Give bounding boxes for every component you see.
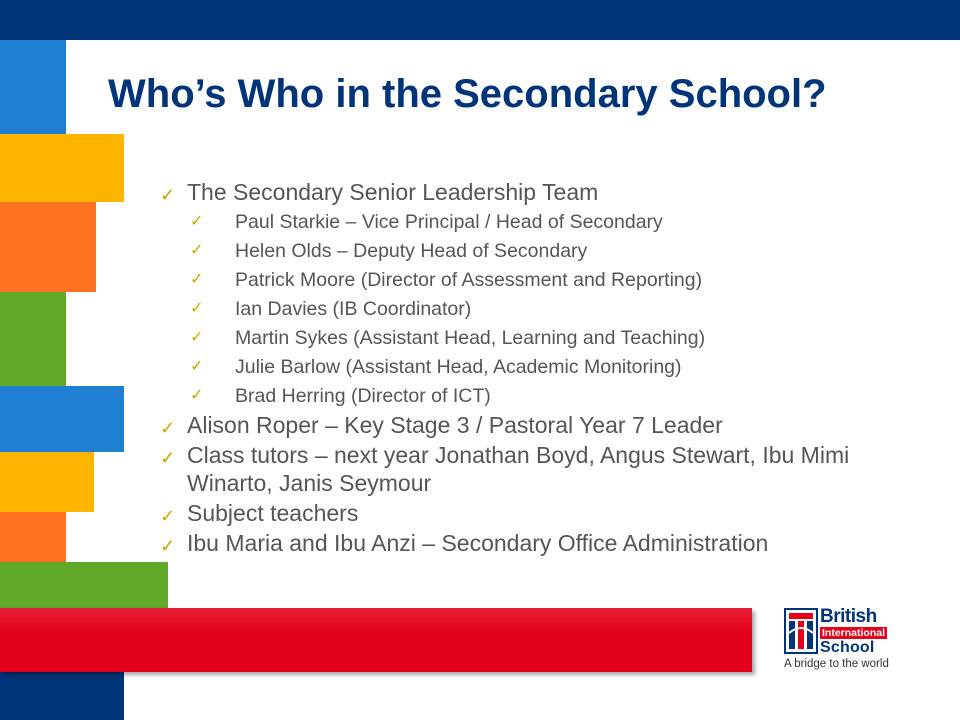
- slide-title: Who’s Who in the Secondary School?: [108, 72, 827, 116]
- logo-line-international: International: [822, 627, 886, 639]
- bullet-text: Helen Olds – Deputy Head of Secondary: [235, 240, 588, 262]
- checkmark-icon: ✓: [160, 448, 176, 468]
- bullet-text: Alison Roper – Key Stage 3 / Pastoral Year 7 Leader: [187, 412, 723, 438]
- bullet-text: Julie Barlow (Assistant Head, Academic Monitoring): [235, 356, 682, 378]
- sub-bullet-item: [160, 237, 920, 265]
- strip-block-green: [0, 292, 66, 386]
- sub-bullet-item: [160, 295, 920, 323]
- checkmark-icon: ✓: [190, 242, 204, 259]
- sub-bullet-item: [160, 382, 920, 410]
- sub-bullet-item: [160, 266, 920, 294]
- bullet-list: [160, 178, 920, 559]
- bullet-text: The Secondary Senior Leadership Team: [187, 179, 599, 205]
- checkmark-icon: ✓: [190, 329, 204, 346]
- bullet-item: [160, 529, 920, 557]
- bullet-item: [160, 499, 920, 527]
- checkmark-icon: ✓: [160, 506, 176, 526]
- bullet-text: Class tutors – next year Jonathan Boyd, Angus Stewart, Ibu Mimi Winarto, Janis Seymour: [187, 442, 850, 496]
- strip-block-blue-2: [0, 386, 124, 452]
- strip-block-navy: [0, 672, 124, 720]
- bullet-text: Subject teachers: [187, 500, 359, 526]
- checkmark-icon: ✓: [190, 358, 204, 375]
- top-navy-bar: [0, 0, 960, 40]
- red-footer-band: [0, 608, 752, 672]
- bis-bridge-mark-icon: [784, 608, 818, 654]
- checkmark-icon: ✓: [190, 300, 204, 317]
- bullet-text: Paul Starkie – Vice Principal / Head of Secondary: [235, 211, 663, 233]
- bullet-item: [160, 411, 920, 439]
- strip-block-yellow-2: [0, 452, 94, 512]
- logo-tagline: A bridge to the world: [784, 658, 889, 670]
- logo-line-school: School: [820, 639, 875, 656]
- strip-block-orange-2: [0, 512, 66, 562]
- strip-block-yellow: [0, 134, 124, 202]
- bullet-text: Patrick Moore (Director of Assessment and Reporting): [235, 269, 703, 291]
- logo-line-british: British: [820, 606, 877, 627]
- strip-block-orange: [0, 202, 96, 292]
- bullet-text: Brad Herring (Director of ICT): [235, 385, 491, 407]
- bullet-item: [160, 178, 920, 206]
- checkmark-icon: ✓: [160, 418, 176, 438]
- checkmark-icon: ✓: [190, 271, 204, 288]
- checkmark-icon: ✓: [160, 536, 176, 556]
- sub-bullet-item: [160, 353, 920, 381]
- bullet-text: Martin Sykes (Assistant Head, Learning and Teaching): [235, 327, 706, 349]
- strip-block-blue: [0, 40, 66, 134]
- school-logo: [780, 606, 900, 672]
- bullet-item: [160, 441, 920, 497]
- strip-block-green-2: [0, 562, 168, 608]
- sub-bullet-item: [160, 324, 920, 352]
- checkmark-icon: ✓: [190, 213, 204, 230]
- checkmark-icon: ✓: [160, 185, 176, 205]
- bullet-text: Ian Davies (IB Coordinator): [235, 298, 472, 320]
- bullet-text: Ibu Maria and Ibu Anzi – Secondary Office Administration: [187, 530, 769, 556]
- sub-bullet-item: [160, 208, 920, 236]
- checkmark-icon: ✓: [190, 387, 204, 404]
